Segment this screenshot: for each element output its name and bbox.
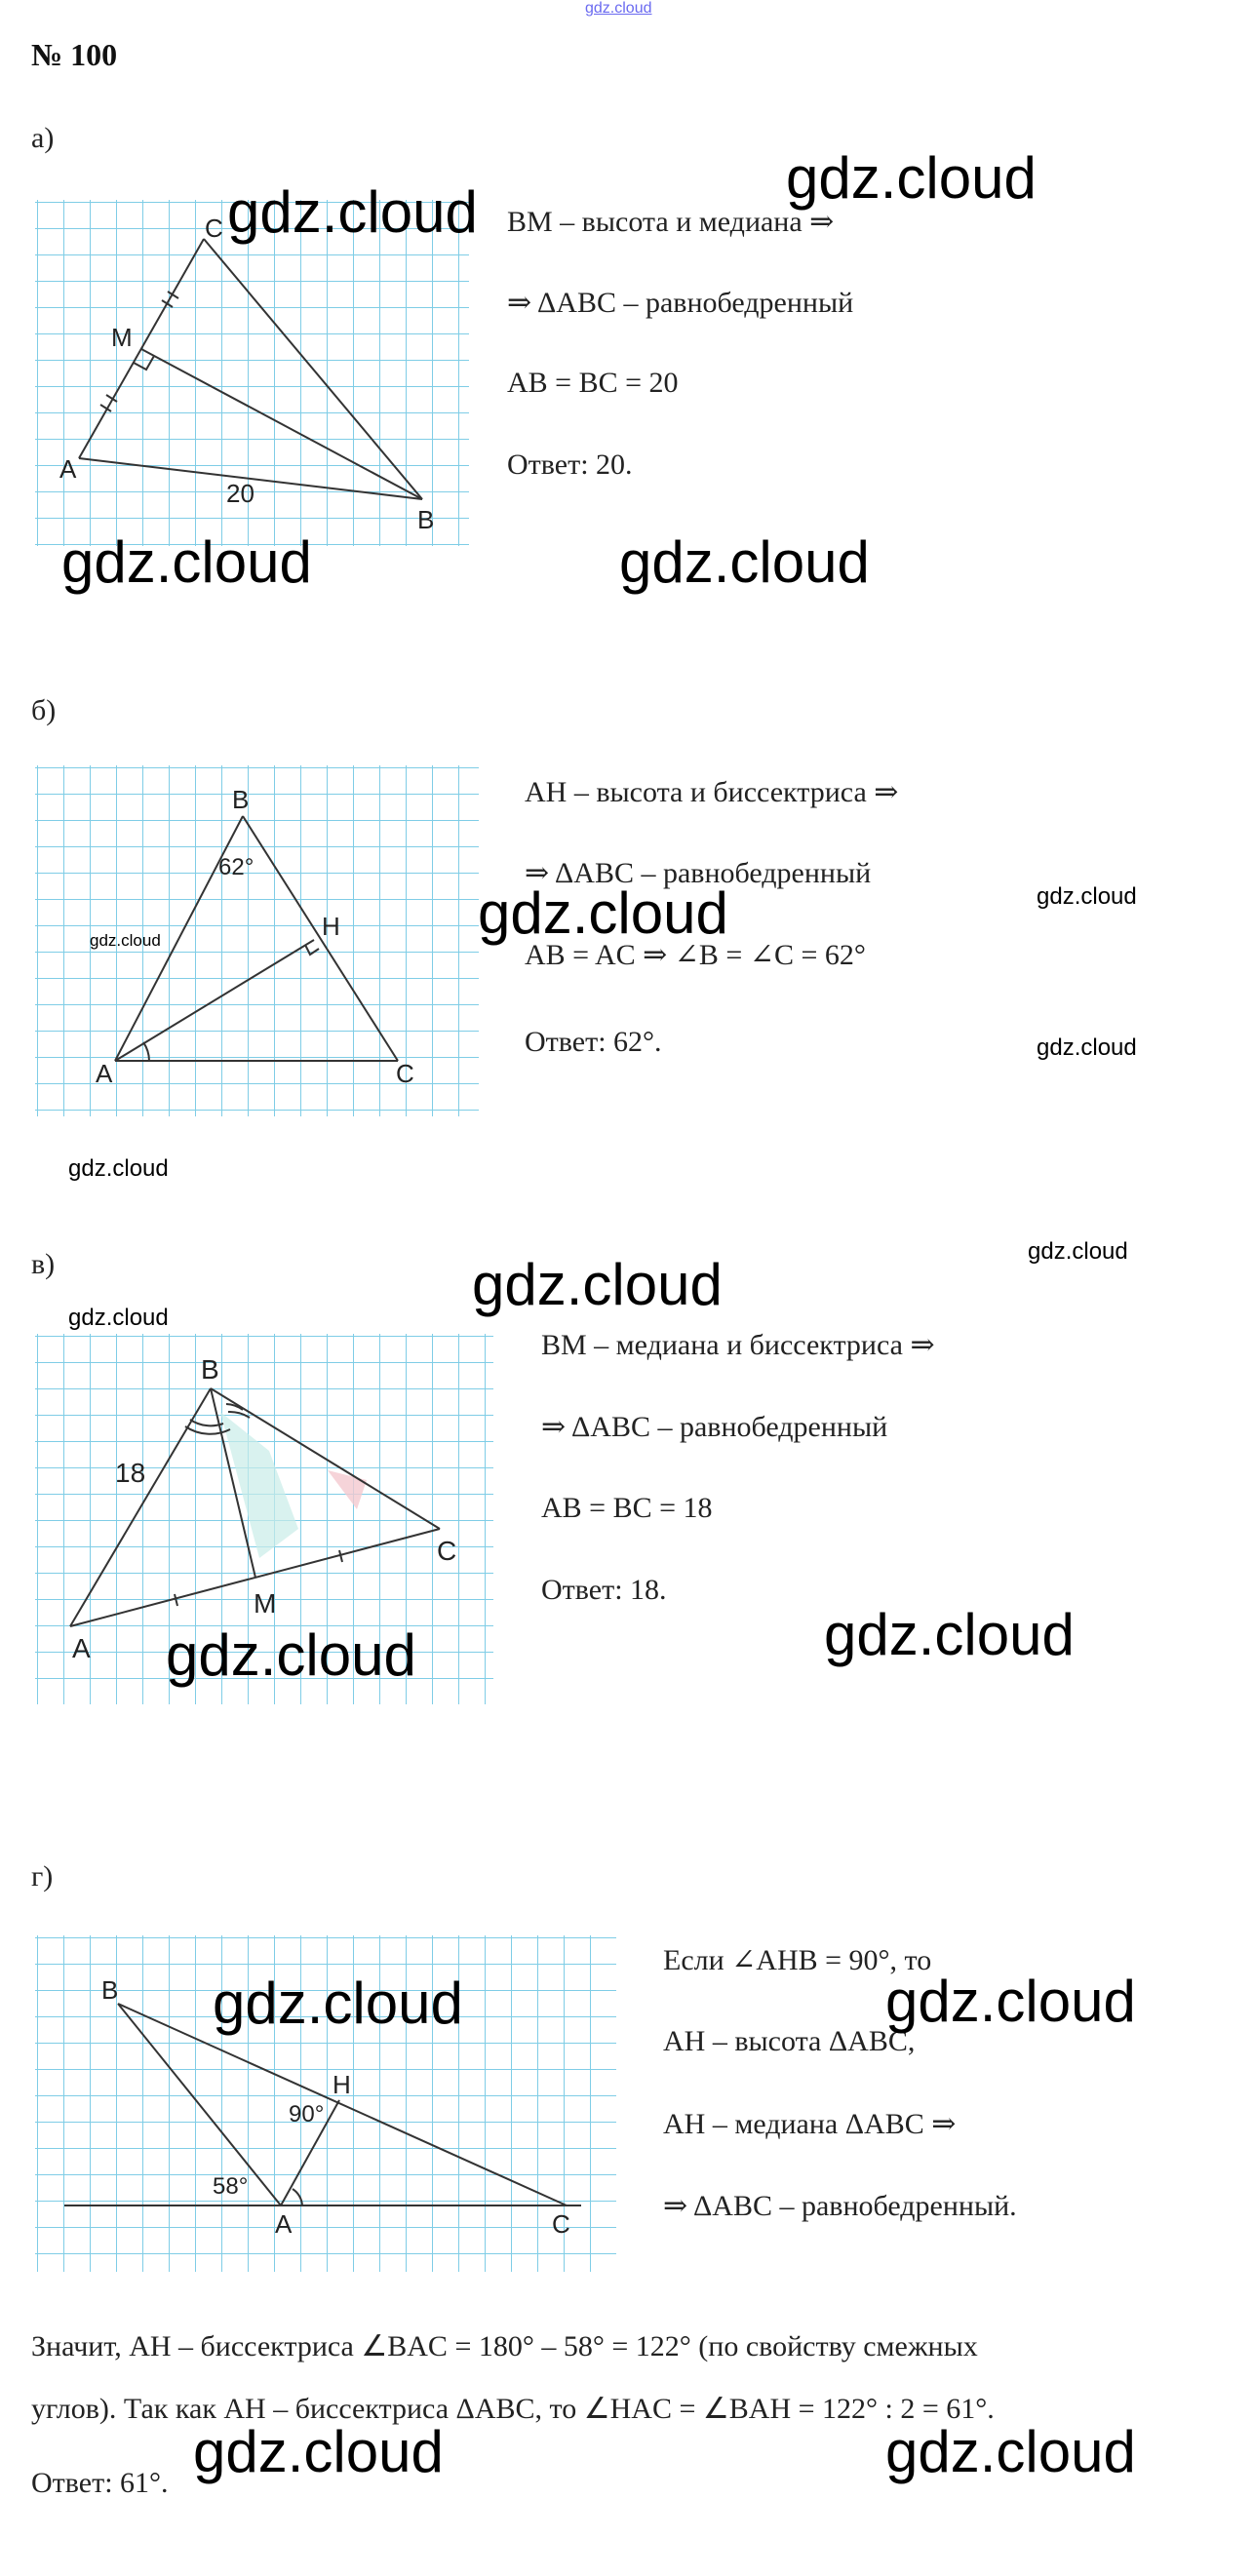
part-a-line-1: BM – высота и медиана ⇒: [507, 206, 835, 238]
point-c-label: C: [396, 1059, 414, 1088]
angle-b-label: 62°: [218, 854, 255, 880]
watermark: gdz.cloud: [786, 145, 1037, 211]
watermark: gdz.cloud: [68, 1305, 169, 1331]
part-g-line-3: AH – медиана ΔABC ⇒: [663, 2108, 957, 2140]
watermark: gdz.cloud: [193, 2419, 444, 2484]
point-m-label: M: [111, 323, 133, 352]
part-g-line-1: Если ∠AHB = 90°, то: [663, 1944, 932, 1976]
watermark: gdz.cloud: [61, 529, 312, 595]
watermark-inline: gdz.cloud: [90, 931, 161, 950]
watermark: gdz.cloud: [227, 179, 478, 245]
part-b-answer: Ответ: 62°.: [525, 1026, 662, 1058]
point-c-label: C: [552, 2209, 570, 2239]
watermark: gdz.cloud: [478, 880, 728, 946]
conclusion-line-1: Значит, AH – биссектриса ∠BAC = 180° – 58° = 122° (по свойству смежных: [31, 2330, 978, 2362]
watermark: gdz.cloud: [1037, 1034, 1137, 1061]
point-m-label: M: [254, 1588, 277, 1619]
watermark: gdz.cloud: [619, 529, 870, 595]
final-answer: Ответ: 61°.: [31, 2467, 169, 2499]
point-c-label: C: [437, 1536, 457, 1566]
part-g-line-2: AH – высота ΔABC,: [663, 2025, 916, 2057]
part-v-answer: Ответ: 18.: [541, 1574, 667, 1606]
figure-a: [35, 200, 474, 551]
point-b-label: B: [101, 1975, 119, 2005]
point-b-label: B: [201, 1354, 219, 1385]
part-a-answer: Ответ: 20.: [507, 449, 633, 481]
watermark: gdz.cloud: [472, 1252, 723, 1317]
part-a-line-3: AB = BC = 20: [507, 367, 679, 399]
part-g-label: г): [31, 1860, 54, 1893]
point-a-label: A: [72, 1633, 91, 1663]
watermark: gdz.cloud: [885, 1969, 1136, 2034]
part-b-line-2: ⇒ ΔABC – равнобедренный: [525, 857, 872, 889]
angle-h-label: 90°: [289, 2101, 325, 2127]
watermark: gdz.cloud: [1037, 883, 1137, 910]
part-g-line-4: ⇒ ΔABC – равнобедренный.: [663, 2190, 1017, 2222]
watermark: gdz.cloud: [68, 1155, 169, 1182]
point-b-label: B: [232, 785, 250, 814]
watermark: gdz.cloud: [213, 1971, 463, 2036]
part-a-line-2: ⇒ ΔABC – равнобедренный: [507, 287, 854, 319]
part-v-line-3: AB = BC = 18: [541, 1492, 713, 1524]
length-label: 18: [115, 1458, 146, 1488]
conclusion-line-2: углов). Так как AH – биссектриса ΔABC, то ∠HAC = ∠BAH = 122° : 2 = 61°.: [31, 2393, 995, 2425]
length-label: 20: [226, 479, 255, 508]
problem-title: № 100: [31, 37, 118, 72]
point-b-label: B: [417, 505, 435, 534]
part-v-line-1: BM – медиана и биссектриса ⇒: [541, 1329, 935, 1361]
part-b-line-3: AB = AC ⇒ ∠B = ∠C = 62°: [525, 939, 866, 971]
watermark: gdz.cloud: [885, 2419, 1136, 2484]
part-v-line-2: ⇒ ΔABC – равнобедренный: [541, 1411, 888, 1443]
point-h-label: H: [333, 2070, 351, 2099]
part-a-label: а): [31, 122, 55, 154]
point-a-label: A: [96, 1059, 113, 1088]
watermark: gdz.cloud: [824, 1602, 1075, 1667]
part-b-label: б): [31, 694, 57, 726]
watermark: gdz.cloud: [166, 1622, 416, 1688]
angle-a-label: 58°: [213, 2173, 249, 2200]
part-b-line-1: AH – высота и биссектриса ⇒: [525, 776, 899, 808]
point-h-label: H: [322, 912, 340, 941]
header-link[interactable]: gdz.cloud: [585, 0, 652, 17]
watermark: gdz.cloud: [1028, 1238, 1128, 1265]
point-c-label: C: [205, 214, 223, 243]
part-v-label: в): [31, 1248, 56, 1280]
point-a-label: A: [275, 2209, 293, 2239]
point-a-label: A: [59, 454, 77, 484]
